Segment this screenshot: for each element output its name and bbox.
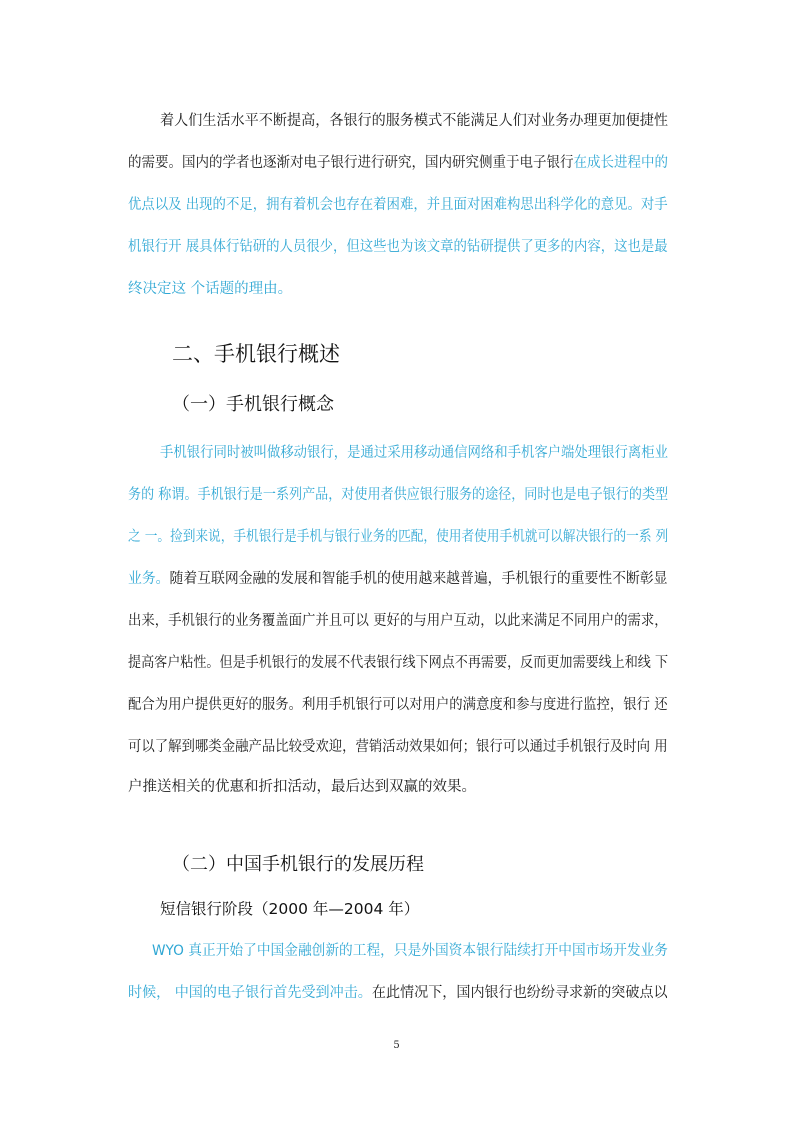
paragraph-line xyxy=(128,153,668,173)
highlighted-text-run: 终决定这 个话题的理由。 xyxy=(128,281,293,297)
highlighted-text-run: WYO 真正开始了中国金融创新的工程，只是外国资本银行陆续打开中国市场开发业务 xyxy=(152,943,668,959)
paragraph-line xyxy=(128,695,668,715)
text-run: 提高客户粘性。但是手机银行的发展不代表银行线下网点不再需要，反而更加需要线上和线 下 xyxy=(128,655,669,671)
paragraph-line xyxy=(128,195,668,215)
text-run: 在此情况下，国内银行也纷纷寻求新的突破点以 xyxy=(371,985,668,1001)
highlighted-text-run: 优点以及 出现的不足，拥有着机会也存在着困难，并且面对困难构思出科学化的意见。对手 xyxy=(128,197,668,213)
highlighted-text-run: 机银行开 展具体行钻研的人员很少，但这些也为该文章的钻研提供了更多的内容，这也是最 xyxy=(128,239,668,255)
paragraph-line xyxy=(152,941,668,961)
stage-heading: 短信银行阶段（2000 年—2004 年） xyxy=(160,900,420,918)
paragraph-line xyxy=(128,279,292,299)
paragraph-line xyxy=(128,983,668,1003)
text-run: 可以了解到哪类金融产品比较受欢迎，营销活动效果如何；银行可以通过手机银行及时向 用 xyxy=(128,739,668,755)
subsection-heading: （二）中国手机银行的发展历程 xyxy=(172,854,424,875)
paragraph-line xyxy=(128,237,668,257)
page-number: 5 xyxy=(393,1040,400,1051)
highlighted-text-run: 手机银行同时被叫做移动银行，是通过采用移动通信网络和手机客户端处理银行离柜业 xyxy=(160,445,668,461)
highlighted-text-run: 时候， 中国的电子银行首先受到冲击。 xyxy=(128,985,372,1001)
text-run: 随着互联网金融的发展和智能手机的使用越来越普遍，手机银行的重要性不断彰显 xyxy=(169,571,668,587)
subsection-heading: （一）手机银行概念 xyxy=(172,394,334,415)
paragraph-line xyxy=(128,653,668,673)
paragraph-line xyxy=(160,111,668,131)
text-run: 配合为用户提供更好的服务。利用手机银行可以对用户的满意度和参与度进行监控，银行 还 xyxy=(128,697,668,713)
highlighted-text-run: 在成长进程中的 xyxy=(573,155,668,171)
text-run: 户推送相关的优惠和折扣活动，最后达到双赢的效果。 xyxy=(128,779,476,795)
text-run: 出来，手机银行的业务覆盖面广并且可以 更好的与用户互动，以此来满足不同用户的需求， xyxy=(128,613,668,629)
paragraph-line xyxy=(128,777,476,797)
paragraph-line xyxy=(128,569,668,589)
text-run: 着人们生活水平不断提高，各银行的服务模式不能满足人们对业务办理更加便捷性 xyxy=(160,113,668,129)
highlighted-text-run: 业务。 xyxy=(128,571,170,587)
paragraph-line xyxy=(128,737,668,757)
paragraph-line xyxy=(128,527,668,547)
paragraph-line xyxy=(160,443,668,463)
section-heading: 二、手机银行概述 xyxy=(172,342,340,366)
paragraph-line xyxy=(128,611,668,631)
paragraph-line xyxy=(128,485,668,505)
highlighted-text-run: 之 一。捡到来说，手机银行是手机与银行业务的匹配，使用者使用手机就可以解决银行的一系 列 xyxy=(128,529,669,545)
text-run: 的需要。国内的学者也逐渐对电子银行进行研究，国内研究侧重于电子银行 xyxy=(128,155,574,171)
highlighted-text-run: 务的 称谓。手机银行是一系列产品，对使用者供应银行服务的途径，同时也是电子银行的类型 xyxy=(128,487,669,503)
